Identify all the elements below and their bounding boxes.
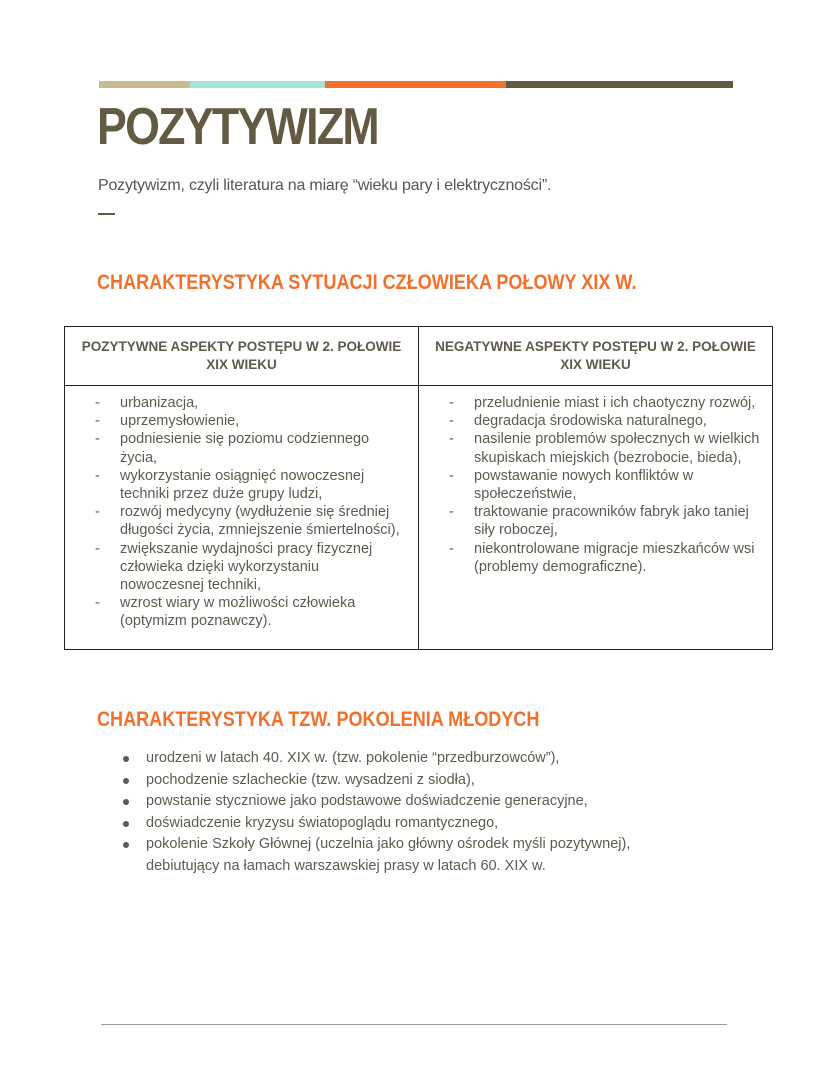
list-item: - powstawanie nowych konfliktów w społeczeństwie, bbox=[419, 467, 772, 503]
table-header-negative: NEGATYWNE ASPEKTY POSTĘPU W 2. POŁOWIE XIX WIEKU bbox=[419, 327, 773, 386]
positive-aspects-cell bbox=[65, 386, 419, 650]
list-item: - zwiększanie wydajności pracy fizycznej człowieka dzięki wykorzystaniu nowoczesnej techniki, bbox=[65, 540, 418, 595]
list-item: - wykorzystanie osiągnięć nowoczesnej techniki przez duże grupy ludzi, bbox=[65, 467, 418, 503]
list-item: urodzeni w latach 40. XIX w. (tzw. pokolenie “przedburzowców”), bbox=[120, 748, 680, 770]
color-bar-segment-beige bbox=[99, 81, 190, 88]
section-heading-generation: CHARAKTERYSTYKA TZW. POKOLENIA MŁODYCH bbox=[97, 708, 540, 731]
negative-aspects-cell bbox=[419, 386, 773, 650]
list-item: - degradacja środowiska naturalnego, bbox=[419, 412, 772, 430]
list-item: powstanie styczniowe jako podstawowe doświadczenie generacyjne, bbox=[120, 791, 680, 813]
list-item: - urbanizacja, bbox=[65, 394, 418, 412]
list-item: - wzrost wiary w możliwości człowieka (optymizm poznawczy). bbox=[65, 594, 418, 630]
negative-aspects-list bbox=[419, 394, 772, 576]
list-item: - uprzemysłowienie, bbox=[65, 412, 418, 430]
list-item: - podniesienie się poziomu codziennego życia, bbox=[65, 430, 418, 466]
list-item: pochodzenie szlacheckie (tzw. wysadzeni z siodła), bbox=[120, 770, 680, 792]
list-item: - przeludnienie miast i ich chaotyczny rozwój, bbox=[419, 394, 772, 412]
list-item: - nasilenie problemów społecznych w wielkich skupiskach miejskich (bezrobocie, bieda), bbox=[419, 430, 772, 466]
color-bar-segment-brown bbox=[506, 81, 733, 88]
list-item: pokolenie Szkoły Głównej (uczelnia jako główny ośrodek myśli pozytywnej), debiutujący na łamach warszawskiej prasy w latach 60. XIX w. bbox=[120, 834, 680, 877]
list-item: - niekontrolowane migracje mieszkańców wsi (problemy demograficzne). bbox=[419, 540, 772, 576]
color-bar-segment-orange bbox=[325, 81, 506, 88]
positive-aspects-list bbox=[65, 394, 418, 631]
header-color-bar bbox=[99, 81, 733, 88]
generation-traits-list bbox=[120, 748, 680, 877]
list-item: - traktowanie pracowników fabryk jako taniej siły roboczej, bbox=[419, 503, 772, 539]
list-item: - rozwój medycyny (wydłużenie się średniej długości życia, zmniejszenie śmiertelności), bbox=[65, 503, 418, 539]
section-heading-situation: CHARAKTERYSTYKA SYTUACJI CZŁOWIEKA POŁOWY XIX W. bbox=[97, 271, 637, 294]
list-item: doświadczenie kryzysu światopoglądu romantycznego, bbox=[120, 813, 680, 835]
page-subtitle: Pozytywizm, czyli literatura na miarę “wieku pary i elektryczności”. bbox=[98, 177, 552, 194]
footer-rule bbox=[101, 1024, 727, 1025]
page-title: POZYTYWIZM bbox=[97, 98, 378, 156]
aspects-table bbox=[64, 326, 773, 650]
table-header-positive: POZYTYWNE ASPEKTY POSTĘPU W 2. POŁOWIE XIX WIEKU bbox=[65, 327, 419, 386]
title-divider bbox=[98, 213, 115, 215]
color-bar-segment-teal bbox=[190, 81, 325, 88]
